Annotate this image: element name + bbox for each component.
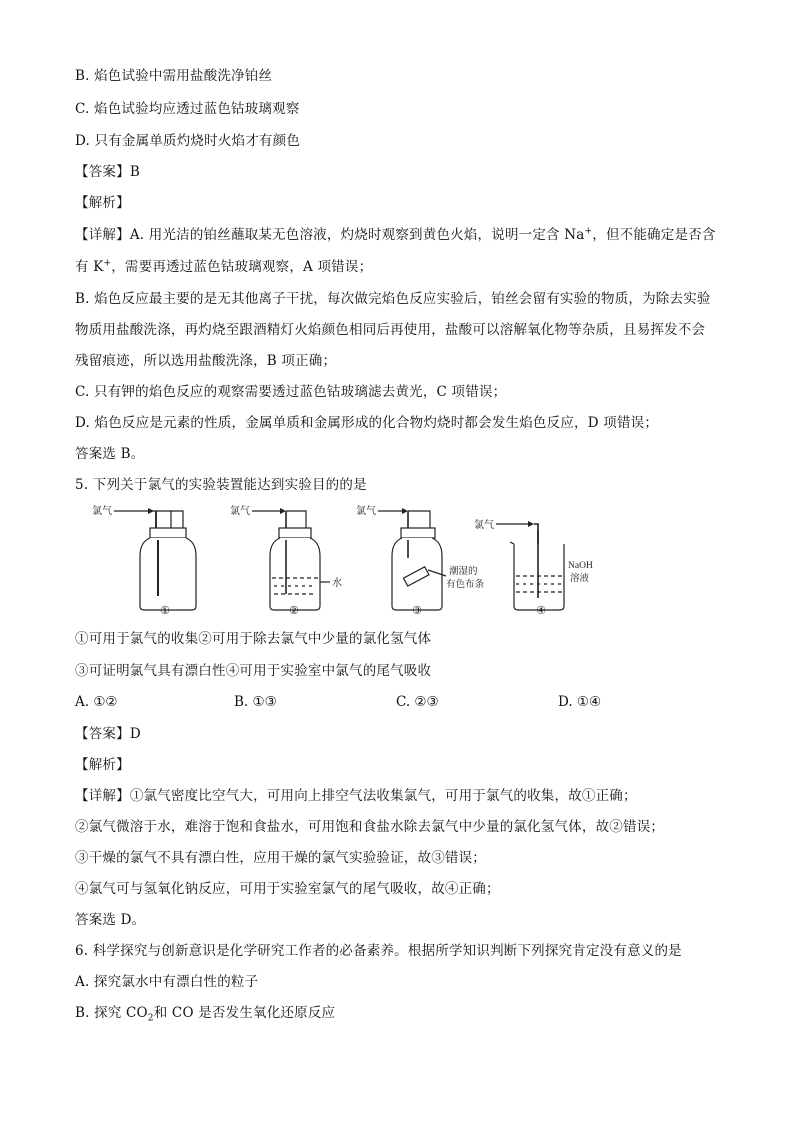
subscript: 2 (147, 1013, 154, 1024)
apparatus-4 (474, 518, 593, 617)
q4-detail-b-line-1: B. 焰色反应最主要的是无其他离子干扰，每次做完焰色反应实验后，铂丝会留有实验的物质，为除去实验 (75, 291, 711, 307)
apparatus-number-3: ③ (412, 605, 422, 617)
q4-option-c: C. 焰色试验均应透过蓝色钴玻璃观察 (75, 101, 300, 117)
detail-tag: 【详解】 (75, 788, 130, 804)
detail-tag: 【详解】 (75, 227, 130, 243)
gas-label-1: 氯气 (92, 506, 112, 517)
wet-cloth-label-2: 有色布条 (446, 580, 485, 590)
wet-cloth-label-1: 潮湿的 (449, 567, 478, 577)
naoh-label-1: NaOH (568, 561, 593, 571)
gas-label-3: 氯气 (356, 506, 376, 517)
apparatus-3 (356, 504, 485, 617)
detail-text: ①氯气密度比空气大，可用向上排空气法收集氯气，可用于氯气的收集，故①正确； (129, 788, 637, 804)
q6-option-a: A. 探究氯水中有漂白性的粒子 (75, 974, 259, 990)
q6-stem: 6. 科学探究与创新意识是化学研究工作者的必备素养。根据所学知识判断下列探究肯定没有意义的是 (75, 943, 682, 959)
apparatus-number-2: ② (289, 605, 299, 617)
naoh-label-2: 溶液 (570, 574, 590, 584)
detail-a2-text: 有 K (75, 259, 104, 275)
apparatus-1 (92, 504, 196, 617)
q5-detail-4: ④氯气可与氢氧化钠反应，可用于实验室氯气的尾气吸收，故④正确； (75, 881, 500, 897)
q5-conclusion: 答案选 D。 (75, 912, 146, 928)
q4-detail-c: C. 只有钾的焰色反应的观察需要透过蓝色钴玻璃滤去黄光，C 项错误； (75, 384, 507, 400)
q5-detail-2: ②氯气微溶于水，难溶于饱和食盐水，可用饱和食盐水除去氯气中少量的氯化氢气体，故②错误； (75, 819, 665, 835)
answer-value: B (129, 164, 140, 180)
q5-choice-a: A. ①② (75, 694, 118, 710)
q5-statement-1: ①可用于氯气的收集②可用于除去氯气中少量的氯化氢气体 (75, 631, 432, 647)
water-label: 水 (332, 578, 342, 589)
q5-analysis-tag: 【解析】 (75, 757, 130, 773)
q4-analysis-tag: 【解析】 (75, 195, 130, 211)
q4-answer (75, 162, 140, 182)
q4-detail-b-line-2: 物质用盐酸洗涤，再灼烧至跟酒精灯火焰颜色相同后再使用，盐酸可以溶解氧化物等杂质，且易挥发不会 (75, 322, 706, 338)
superscript: + (584, 226, 593, 237)
q4-conclusion: 答案选 B。 (75, 446, 145, 462)
gas-label-2: 氯气 (230, 506, 250, 517)
answer-tag: 【答案】 (75, 726, 130, 742)
apparatus-2 (230, 504, 342, 617)
answer-tag: 【答案】 (75, 164, 130, 180)
answer-value: D (129, 726, 141, 742)
q4-detail-a-line-2 (75, 257, 372, 277)
q4-option-d: D. 只有金属单质灼烧时火焰才有颜色 (75, 133, 301, 149)
option-b-text-tail: 和 CO 是否发生氧化还原反应 (153, 1005, 336, 1021)
superscript: + (103, 258, 112, 269)
q4-option-b: B. 焰色试验中需用盐酸洗净铂丝 (75, 68, 273, 84)
q5-choice-c: C. ②③ (396, 694, 439, 710)
detail-a-text: A. 用光洁的铂丝蘸取某无色溶液，灼烧时观察到黄色火焰，说明一定含 Na (129, 227, 585, 243)
q5-choice-b: B. ①③ (234, 694, 277, 710)
q6-option-b (75, 1003, 335, 1023)
option-b-text: B. 探究 CO (75, 1005, 148, 1021)
q4-detail-d: D. 焰色反应是元素的性质，金属单质和金属形成的化合物灼烧时都会发生焰色反应，D 项错误； (75, 415, 659, 431)
q5-statement-2: ③可证明氯气具有漂白性④可用于实验室中氯气的尾气吸收 (75, 663, 432, 679)
gas-label-4: 氯气 (474, 520, 494, 531)
q5-answer (75, 724, 141, 744)
q4-detail-b-line-3: 残留痕迹，所以选用盐酸洗涤，B 项正确； (75, 353, 337, 369)
detail-a-text-tail: ，但不能确定是否含 (592, 227, 716, 243)
detail-a2-text-tail: ，需要再透过蓝色钴玻璃观察，A 项错误； (111, 259, 373, 275)
apparatus-number-4: ④ (536, 605, 546, 617)
q4-detail-a-line-1 (75, 225, 716, 245)
q5-stem: 5. 下列关于氯气的实验装置能达到实验目的的是 (75, 477, 367, 493)
q5-detail-3: ③干燥的氯气不具有漂白性，应用干燥的氯气实验验证，故③错误； (75, 850, 486, 866)
q5-choice-d: D. ①④ (558, 694, 602, 710)
q5-apparatus-figure (90, 500, 615, 618)
q5-detail-1 (75, 786, 637, 806)
apparatus-number-1: ① (160, 605, 170, 617)
